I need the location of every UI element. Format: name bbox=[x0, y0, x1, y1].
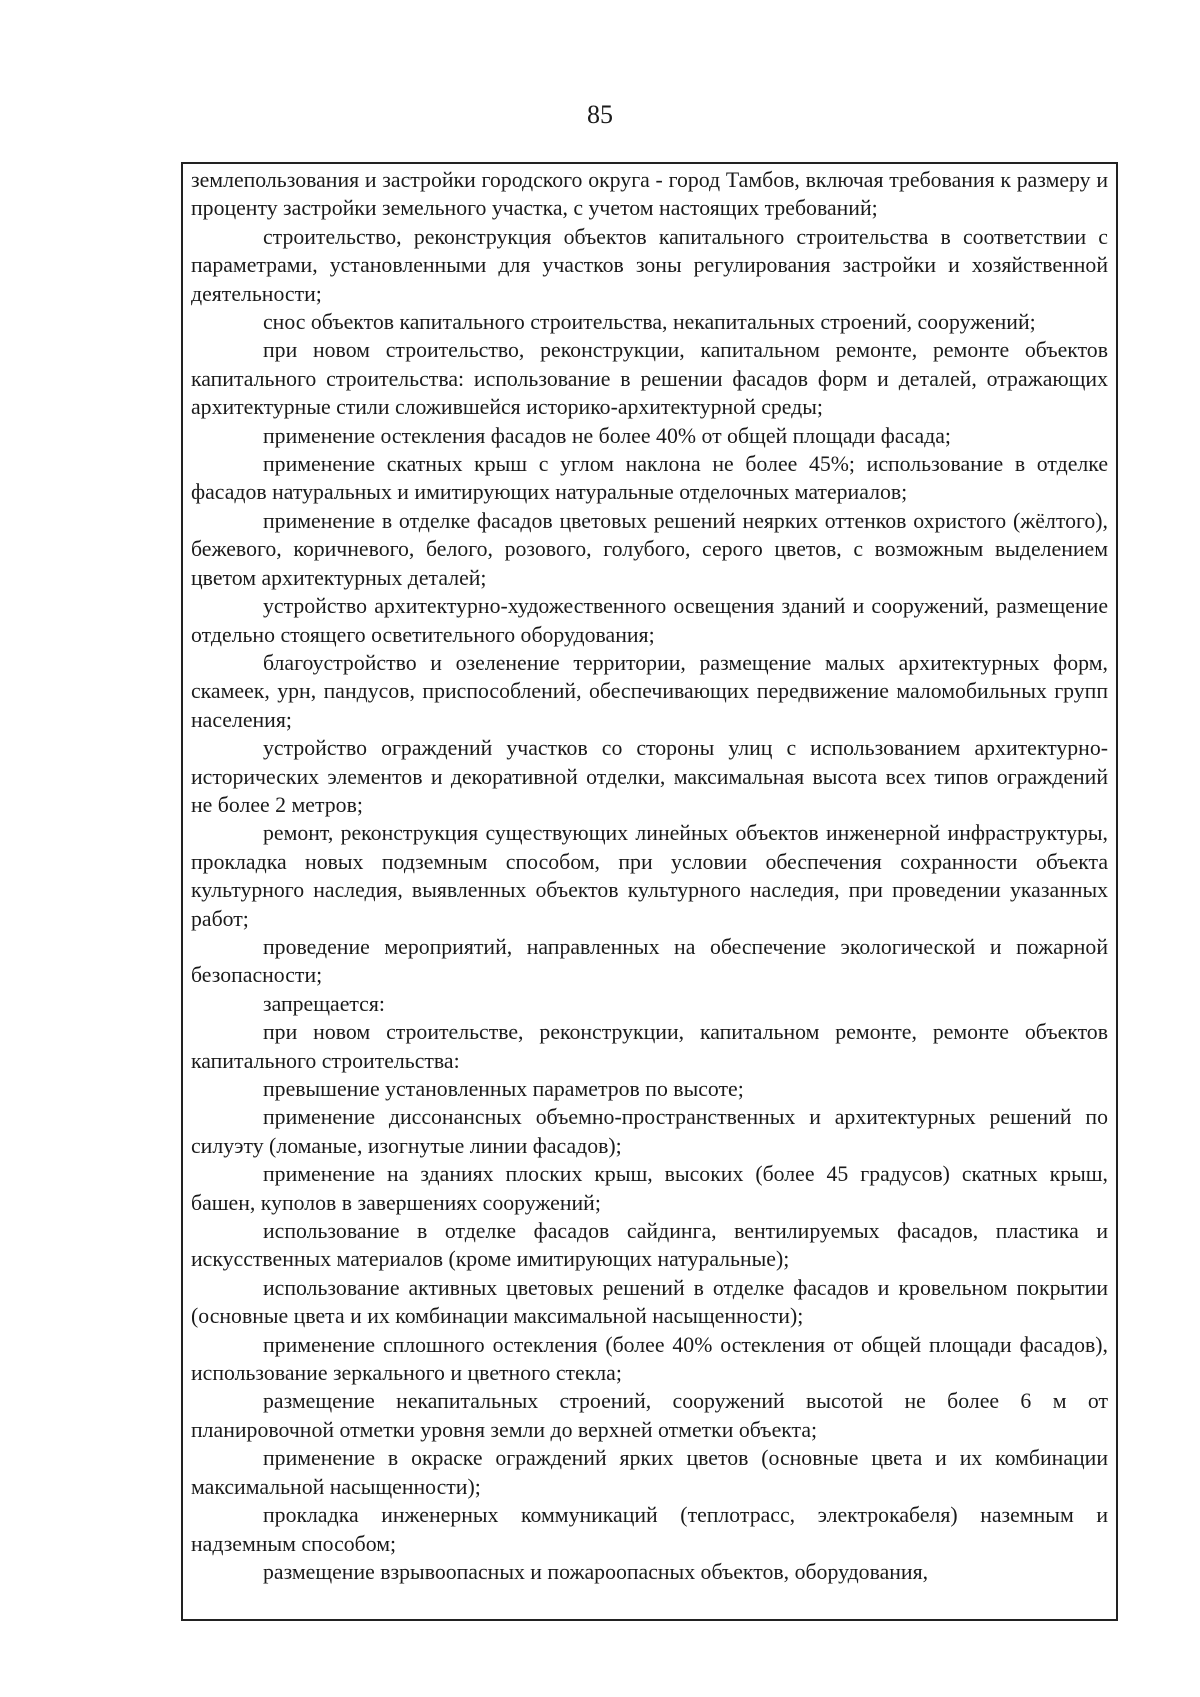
paragraph: применение диссонансных объемно-пространственных и архитектурных решений по силуэту (ломаные, изогнутые линии фасадов); bbox=[191, 1105, 1108, 1158]
page-number: 85 bbox=[587, 100, 613, 129]
paragraph: ремонт, реконструкция существующих линейных объектов инженерной инфраструктуры, прокладка новых подземным способом, при условии обеспечения сохранности объекта культурного наследия, выявленных объектов культурного наследия, при проведении указанных работ; bbox=[191, 821, 1108, 931]
document-body bbox=[191, 166, 1108, 1586]
paragraph: при новом строительство, реконструкции, капитальном ремонте, ремонте объектов капитального строительства: использование в решении фасадов форм и деталей, отражающих архитектурные стили сложившейся историко-архитектурной среды; bbox=[191, 338, 1108, 420]
paragraph: благоустройство и озеленение территории, размещение малых архитектурных форм, скамеек, урн, пандусов, приспособлений, обеспечивающих передвижение маломобильных групп населения; bbox=[191, 650, 1108, 732]
paragraph: использование активных цветовых решений в отделке фасадов и кровельном покрытии (основные цвета и их комбинации максимальной насыщенности); bbox=[191, 1275, 1108, 1329]
paragraph: применение сплошного остекления (более 40% остекления от общей площади фасадов), использование зеркального и цветного стекла; bbox=[191, 1332, 1108, 1386]
paragraph: применение в окраске ограждений ярких цветов (основные цвета и их комбинации максимальной насыщенности); bbox=[191, 1446, 1108, 1499]
paragraph: применение скатных крыш с углом наклона не более 45%; использование в отделке фасадов натуральных и имитирующих натуральные отделочных материалов; bbox=[191, 452, 1108, 505]
paragraph: размещение взрывоопасных и пожароопасных объектов, оборудования, bbox=[263, 1559, 929, 1584]
paragraph: применение в отделке фасадов цветовых решений неярких оттенков охристого (жёлтого), бежевого, коричневого, белого, розового, голубого, серого цветов, с возможным выделением цветом архитектурных деталей; bbox=[191, 508, 1108, 590]
paragraph: применение остекления фасадов не более 40% от общей площади фасада; bbox=[263, 423, 951, 448]
paragraph: превышение установленных параметров по высоте; bbox=[263, 1077, 744, 1101]
paragraph: проведение мероприятий, направленных на обеспечение экологической и пожарной безопасности; bbox=[191, 934, 1108, 988]
paragraph: землепользования и застройки городского округа - город Тамбов, включая требования к размеру и проценту застройки земельного участка, с учетом настоящих требований; bbox=[191, 168, 1108, 221]
paragraph: запрещается: bbox=[263, 991, 385, 1016]
paragraph: строительство, реконструкция объектов капитального строительства в соответствии с параметрами, установленными для участков зоны регулирования застройки и хозяйственной деятельности; bbox=[191, 224, 1108, 306]
paragraph: использование в отделке фасадов сайдинга, вентилируемых фасадов, пластика и искусственных материалов (кроме имитирующих натуральные); bbox=[191, 1219, 1108, 1272]
paragraph: применение на зданиях плоских крыш, высоких (более 45 градусов) скатных крыш, башен, куполов в завершениях сооружений; bbox=[191, 1162, 1108, 1215]
paragraph: устройство ограждений участков со стороны улиц с использованием архитектурно-исторических элементов и декоративной отделки, максимальная высота всех типов ограждений не более 2 метров; bbox=[191, 736, 1108, 817]
paragraph: при новом строительстве, реконструкции, капитальном ремонте, ремонте объектов капитального строительства: bbox=[191, 1020, 1108, 1073]
paragraph: прокладка инженерных коммуникаций (теплотрасс, электрокабеля) наземным и надземным способом; bbox=[191, 1503, 1108, 1556]
text-frame bbox=[181, 162, 1118, 1621]
paragraph: размещение некапитальных строений, сооружений высотой не более 6 м от планировочной отметки уровня земли до верхней отметки объекта; bbox=[191, 1389, 1108, 1442]
paragraph: устройство архитектурно-художественного освещения зданий и сооружений, размещение отдельно стоящего осветительного оборудования; bbox=[191, 594, 1108, 647]
paragraph: снос объектов капитального строительства, некапитальных строений, сооружений; bbox=[263, 310, 1036, 335]
